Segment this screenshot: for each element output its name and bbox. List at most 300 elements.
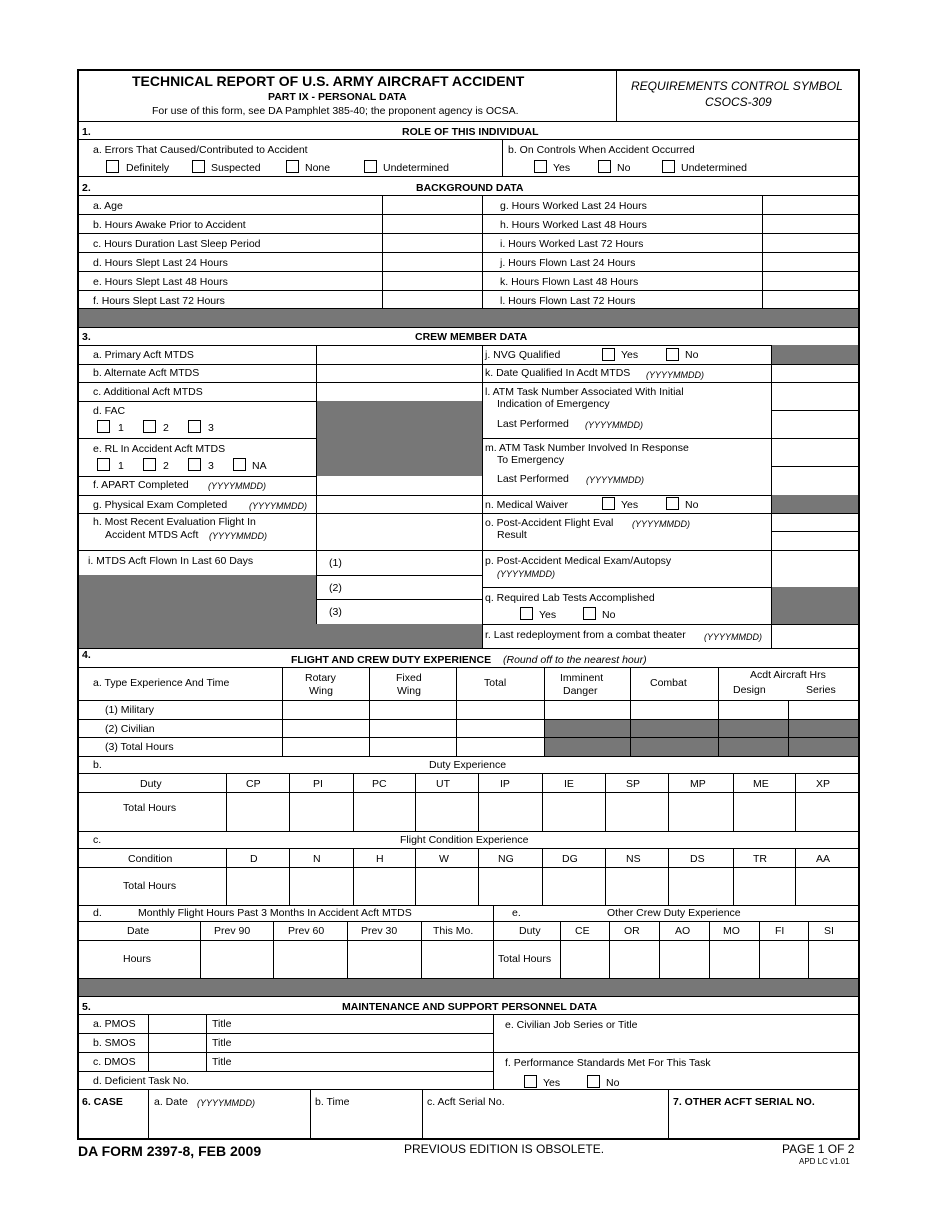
type-exp-input-1-2[interactable]	[369, 719, 456, 737]
errors-suspected-label: Suspected	[211, 162, 261, 174]
atm-response-last-input[interactable]	[771, 466, 858, 495]
atm-initial-last-label: Last Performed	[497, 418, 569, 430]
mos-title-1: Title	[212, 1037, 232, 1049]
background-left-5: f. Hours Slept Last 72 Hours	[93, 295, 225, 307]
section-2-number: 2.	[82, 182, 91, 194]
mtds-60-label: i. MTDS Acft Flown In Last 60 Days	[88, 555, 254, 567]
deficient-task-label: d. Deficient Task No.	[93, 1075, 190, 1087]
rl-label: e. RL In Accident Acft MTDS	[93, 443, 226, 455]
eval-flight-label-1: h. Most Recent Evaluation Flight In	[93, 516, 256, 528]
post-eval-fmt: (YYYYMMDD)	[632, 519, 690, 529]
atm-response-input[interactable]	[771, 438, 858, 466]
background-left-value-2[interactable]	[382, 233, 482, 252]
controls-no-label: No	[617, 162, 631, 174]
type-exp-input-0-7[interactable]	[788, 700, 858, 719]
rl-2-checkbox[interactable]	[143, 458, 156, 471]
perf-yes-checkbox[interactable]	[524, 1075, 537, 1088]
col-combat: Combat	[650, 677, 687, 689]
rcs-label: REQUIREMENTS CONTROL SYMBOL	[631, 79, 843, 93]
duty-hdr-8: MP	[690, 778, 706, 790]
cond-input-8[interactable]	[668, 867, 733, 905]
mos-row-2: c. DMOS	[93, 1056, 136, 1068]
fac-label: d. FAC	[93, 405, 126, 417]
mos-row-0: a. PMOS	[93, 1018, 136, 1030]
rcs-value: CSOCS-309	[705, 95, 772, 109]
mos-input-0[interactable]	[148, 1014, 206, 1033]
post-medical-fmt: (YYYYMMDD)	[497, 569, 555, 579]
col-fixed-2: Wing	[397, 685, 421, 697]
atm-initial-label-2: Indication of Emergency	[497, 398, 610, 410]
case-date-label: a. Date	[154, 1096, 188, 1108]
other-duty-input-4[interactable]	[709, 940, 759, 978]
date-qualified-label: k. Date Qualified In Acdt MTDS	[485, 367, 631, 379]
eval-flight-input[interactable]	[316, 513, 482, 550]
rule-h	[79, 176, 858, 177]
shaded-cell	[545, 738, 630, 756]
rule-h	[79, 905, 858, 906]
controls-no-checkbox[interactable]	[598, 160, 611, 173]
monthly-hdr-0: Date	[127, 925, 150, 937]
controls-yes-checkbox[interactable]	[534, 160, 547, 173]
atm-initial-input[interactable]	[771, 382, 858, 410]
lab-yes-checkbox[interactable]	[520, 607, 533, 620]
rule-v	[616, 71, 617, 121]
duty-input-7[interactable]	[605, 792, 668, 831]
background-left-4: e. Hours Slept Last 48 Hours	[93, 276, 228, 288]
nvg-no-checkbox[interactable]	[666, 348, 679, 361]
monthly-letter: d.	[93, 907, 102, 919]
redeploy-fmt: (YYYYMMDD)	[704, 632, 762, 642]
fac-3-label: 3	[208, 422, 214, 434]
section-2-title: BACKGROUND DATA	[416, 182, 524, 194]
rl-na-checkbox[interactable]	[233, 458, 246, 471]
atm-response-last-fmt: (YYYYMMDD)	[586, 475, 644, 485]
cond-hdr-4: W	[439, 853, 449, 865]
mos-title-2: Title	[212, 1056, 232, 1068]
post-eval-result-input[interactable]	[771, 531, 858, 550]
duty-hdr-4: UT	[436, 778, 450, 790]
primary-acft-input[interactable]	[316, 345, 482, 364]
lab-no-checkbox[interactable]	[583, 607, 596, 620]
section-1-number: 1.	[82, 126, 91, 138]
background-right-value-1[interactable]	[762, 214, 858, 233]
section-5-title: MAINTENANCE AND SUPPORT PERSONNEL DATA	[342, 1001, 598, 1013]
controls-undetermined-label: Undetermined	[681, 162, 747, 174]
rule-v	[502, 139, 503, 176]
duty-hdr-0: Duty	[140, 778, 162, 790]
col-acdt-hrs: Acdt Aircraft Hrs	[750, 669, 826, 681]
duty-input-9[interactable]	[733, 792, 795, 831]
shaded-cell	[631, 720, 718, 737]
other-duty-input-1[interactable]	[560, 940, 609, 978]
other-duty-letter: e.	[512, 907, 521, 919]
duty-hdr-5: IP	[500, 778, 510, 790]
type-exp-row-0: (1) Military	[105, 704, 154, 716]
page-number: PAGE 1 OF 2	[782, 1142, 855, 1156]
type-exp-input-0-6[interactable]	[718, 700, 788, 719]
col-design: Design	[733, 684, 766, 696]
rule-v	[762, 195, 763, 308]
background-left-1: b. Hours Awake Prior to Accident	[93, 219, 246, 231]
rule-h	[79, 831, 858, 832]
shaded-cell	[316, 438, 482, 476]
form-title: TECHNICAL REPORT OF U.S. ARMY AIRCRAFT ACCIDENT	[132, 73, 525, 89]
duty-hdr-7: SP	[626, 778, 641, 790]
rule-v	[148, 1014, 149, 1071]
background-right-2: i. Hours Worked Last 72 Hours	[500, 238, 644, 250]
background-right-value-4[interactable]	[762, 271, 858, 290]
background-left-value-4[interactable]	[382, 271, 482, 290]
controls-yes-label: Yes	[553, 162, 571, 174]
other-duty-input-6[interactable]	[808, 940, 858, 978]
rule-h	[79, 848, 858, 849]
civilian-job-input[interactable]	[505, 1033, 858, 1052]
date-qualified-fmt: (YYYYMMDD)	[646, 370, 704, 380]
background-right-value-2[interactable]	[762, 233, 858, 252]
mtds-60-input-1[interactable]	[340, 550, 482, 575]
rule-v	[482, 345, 483, 648]
physical-input[interactable]	[316, 495, 482, 513]
mos-title-input-0[interactable]	[240, 1014, 493, 1033]
alternate-acft-input[interactable]	[316, 364, 482, 382]
col-imminent-2: Danger	[563, 685, 598, 697]
duty-input-10[interactable]	[795, 792, 858, 831]
type-exp-input-2-2[interactable]	[369, 737, 456, 756]
cond-input-3[interactable]	[353, 867, 415, 905]
rule-h	[79, 921, 858, 922]
controls-undetermined-checkbox[interactable]	[662, 160, 675, 173]
date-qualified-input[interactable]	[771, 364, 858, 382]
atm-response-label-2: To Emergency	[497, 454, 565, 466]
duty-input-2[interactable]	[289, 792, 353, 831]
background-right-value-0[interactable]	[762, 195, 858, 214]
errors-none-checkbox[interactable]	[286, 160, 299, 173]
other-duty-hdr-2: OR	[624, 925, 640, 937]
duty-input-4[interactable]	[415, 792, 478, 831]
cond-exp-letter: c.	[93, 834, 102, 846]
mtds-60-opt-1: (1)	[329, 557, 342, 569]
other-duty-hdr-3: AO	[675, 925, 691, 937]
background-left-value-1[interactable]	[382, 214, 482, 233]
rl-1-checkbox[interactable]	[97, 458, 110, 471]
errors-none-label: None	[305, 162, 331, 174]
cond-input-4[interactable]	[415, 867, 478, 905]
case-label: 6. CASE	[82, 1096, 123, 1108]
nvg-yes-label: Yes	[621, 349, 639, 361]
monthly-input-2[interactable]	[273, 940, 347, 978]
other-duty-hdr-6: SI	[824, 925, 834, 937]
lab-no-label: No	[602, 609, 616, 621]
rule-h	[79, 667, 858, 668]
type-exp-input-1-1[interactable]	[282, 719, 369, 737]
errors-undetermined-checkbox[interactable]	[364, 160, 377, 173]
duty-hdr-10: XP	[816, 778, 831, 790]
rule-v	[206, 1014, 207, 1071]
col-rotary: Rotary	[305, 672, 336, 684]
background-left-0: a. Age	[93, 200, 123, 212]
atm-response-last-label: Last Performed	[497, 473, 569, 485]
monthly-input-1[interactable]	[200, 940, 273, 978]
post-medical-label: p. Post-Accident Medical Exam/Autopsy	[485, 555, 672, 567]
rule-h	[493, 1052, 858, 1053]
shaded-cell	[79, 309, 858, 327]
redeploy-label: r. Last redeployment from a combat theater	[485, 629, 686, 641]
other-duty-hdr-5: FI	[775, 925, 785, 937]
cond-hdr-3: H	[376, 853, 384, 865]
duty-total-label: Total Hours	[123, 802, 177, 814]
other-duty-hdr-0: Duty	[519, 925, 541, 937]
errors-label: a. Errors That Caused/Contributed to Accident	[93, 144, 308, 156]
version-label: APD LC v1.01	[799, 1157, 850, 1166]
rule-h	[79, 648, 858, 649]
monthly-input-4[interactable]	[421, 940, 493, 978]
cond-input-2[interactable]	[289, 867, 353, 905]
monthly-title: Monthly Flight Hours Past 3 Months In Accident Acft MTDS	[138, 907, 412, 919]
section-4-title-note: (Round off to the nearest hour)	[503, 654, 647, 666]
waiver-label: n. Medical Waiver	[485, 499, 569, 511]
section-5-number: 5.	[82, 1001, 91, 1013]
section-1-title: ROLE OF THIS INDIVIDUAL	[402, 126, 539, 138]
duty-input-3[interactable]	[353, 792, 415, 831]
redeploy-input[interactable]	[771, 624, 858, 648]
case-serial-input[interactable]	[422, 1108, 668, 1138]
type-exp-input-1-3[interactable]	[456, 719, 544, 737]
cond-hdr-8: DS	[690, 853, 705, 865]
type-exp-row-1: (2) Civilian	[105, 723, 155, 735]
shaded-cell	[545, 720, 630, 737]
rl-na-label: NA	[252, 460, 267, 472]
atm-response-label-1: m. ATM Task Number Involved In Response	[485, 442, 689, 454]
other-serial-label: 7. OTHER ACFT SERIAL NO.	[673, 1096, 815, 1108]
background-right-3: j. Hours Flown Last 24 Hours	[500, 257, 636, 269]
background-right-0: g. Hours Worked Last 24 Hours	[500, 200, 647, 212]
rule-h	[79, 1089, 858, 1090]
type-exp-input-2-3[interactable]	[456, 737, 544, 756]
shaded-cell	[789, 720, 858, 737]
additional-acft-input[interactable]	[316, 382, 482, 401]
fac-3-checkbox[interactable]	[188, 420, 201, 433]
type-exp-input-0-5[interactable]	[630, 700, 718, 719]
section-4-number: 4.	[82, 649, 91, 661]
part-title: PART IX - PERSONAL DATA	[268, 91, 407, 103]
monthly-hours-label: Hours	[123, 953, 152, 965]
obsolete-note: PREVIOUS EDITION IS OBSOLETE.	[404, 1142, 605, 1156]
waiver-no-label: No	[685, 499, 699, 511]
cond-hdr-6: DG	[562, 853, 578, 865]
case-date-fmt: (YYYYMMDD)	[197, 1098, 255, 1108]
monthly-hdr-4: This Mo.	[433, 925, 474, 937]
mos-input-2[interactable]	[148, 1052, 206, 1071]
controls-label: b. On Controls When Accident Occurred	[508, 144, 695, 156]
duty-input-5[interactable]	[478, 792, 542, 831]
cond-hdr-0: Condition	[128, 853, 173, 865]
background-left-value-3[interactable]	[382, 252, 482, 271]
background-right-value-3[interactable]	[762, 252, 858, 271]
duty-exp-letter: b.	[93, 759, 102, 771]
type-exp-input-0-3[interactable]	[456, 700, 544, 719]
duty-hdr-9: ME	[753, 778, 769, 790]
waiver-yes-label: Yes	[621, 499, 639, 511]
mtds-60-input-3[interactable]	[340, 599, 482, 624]
atm-initial-last-input[interactable]	[771, 410, 858, 438]
monthly-input-3[interactable]	[347, 940, 421, 978]
waiver-no-checkbox[interactable]	[666, 497, 679, 510]
cond-hdr-7: NS	[626, 853, 641, 865]
case-time-label: b. Time	[315, 1096, 350, 1108]
background-right-value-5[interactable]	[762, 290, 858, 308]
cond-hdr-1: D	[250, 853, 258, 865]
rl-3-label: 3	[208, 460, 214, 472]
physical-label: g. Physical Exam Completed	[93, 499, 228, 511]
duty-input-6[interactable]	[542, 792, 605, 831]
shaded-cell	[789, 738, 858, 756]
post-eval-input[interactable]	[771, 513, 858, 531]
shaded-cell	[316, 401, 482, 438]
cond-input-1[interactable]	[226, 867, 289, 905]
monthly-hdr-3: Prev 30	[361, 925, 398, 937]
primary-acft-label: a. Primary Acft MTDS	[93, 349, 194, 361]
background-right-4: k. Hours Flown Last 48 Hours	[500, 276, 639, 288]
nvg-no-label: No	[685, 349, 699, 361]
errors-undetermined-label: Undetermined	[383, 162, 449, 174]
post-eval-label: o. Post-Accident Flight Eval	[485, 517, 614, 529]
additional-acft-label: c. Additional Acft MTDS	[93, 386, 203, 398]
background-right-1: h. Hours Worked Last 48 Hours	[500, 219, 647, 231]
mtds-60-opt-2: (2)	[329, 582, 342, 594]
shaded-cell	[719, 720, 788, 737]
mtds-60-opt-3: (3)	[329, 606, 342, 618]
background-left-value-5[interactable]	[382, 290, 482, 308]
cond-hdr-2: N	[313, 853, 321, 865]
cond-total-label: Total Hours	[123, 880, 177, 892]
section-4-title: FLIGHT AND CREW DUTY EXPERIENCE	[291, 654, 492, 666]
background-left-value-0[interactable]	[382, 195, 482, 214]
fac-2-checkbox[interactable]	[143, 420, 156, 433]
perf-no-label: No	[606, 1077, 620, 1089]
accident-report-form	[77, 69, 860, 1140]
cond-hdr-9: TR	[753, 853, 767, 865]
other-duty-input-2[interactable]	[609, 940, 659, 978]
deficient-task-input[interactable]	[200, 1071, 493, 1089]
case-time-input[interactable]	[310, 1108, 422, 1138]
mos-title-input-1[interactable]	[240, 1033, 493, 1052]
fac-1-checkbox[interactable]	[97, 420, 110, 433]
col-series: Series	[806, 684, 836, 696]
type-exp-input-0-2[interactable]	[369, 700, 456, 719]
eval-date-fmt: (YYYYMMDD)	[209, 531, 267, 541]
nvg-yes-checkbox[interactable]	[602, 348, 615, 361]
other-duty-total-label: Total Hours	[498, 953, 552, 965]
duty-input-8[interactable]	[668, 792, 733, 831]
duty-hdr-2: PI	[313, 778, 323, 790]
rule-h	[79, 996, 858, 997]
duty-input-1[interactable]	[226, 792, 289, 831]
lab-yes-label: Yes	[539, 609, 557, 621]
cond-input-9[interactable]	[733, 867, 795, 905]
duty-hdr-3: PC	[372, 778, 387, 790]
case-serial-label: c. Acft Serial No.	[427, 1096, 505, 1108]
rule-v	[482, 195, 483, 308]
perf-no-checkbox[interactable]	[587, 1075, 600, 1088]
background-left-3: d. Hours Slept Last 24 Hours	[93, 257, 228, 269]
alternate-acft-label: b. Alternate Acft MTDS	[93, 367, 200, 379]
errors-definitely-label: Definitely	[126, 162, 170, 174]
physical-date-fmt: (YYYYMMDD)	[249, 501, 307, 511]
civilian-job-label: e. Civilian Job Series or Title	[505, 1019, 638, 1031]
rule-h	[79, 327, 858, 328]
shaded-cell	[79, 624, 482, 648]
cond-input-5[interactable]	[478, 867, 542, 905]
shaded-cell	[771, 587, 858, 624]
rule-h	[79, 476, 316, 477]
type-exp-input-0-1[interactable]	[282, 700, 369, 719]
duty-hdr-6: IE	[564, 778, 574, 790]
duty-exp-title: Duty Experience	[429, 759, 507, 771]
col-total: Total	[484, 677, 507, 689]
section-3-number: 3.	[82, 331, 91, 343]
waiver-yes-checkbox[interactable]	[602, 497, 615, 510]
rule-v	[382, 195, 383, 308]
monthly-hdr-2: Prev 60	[288, 925, 325, 937]
eval-flight-label-2: Accident MTDS Acft	[105, 529, 199, 541]
type-exp-label: a. Type Experience And Time	[93, 677, 230, 689]
apart-date-fmt: (YYYYMMDD)	[208, 481, 266, 491]
rl-2-label: 2	[163, 460, 169, 472]
apart-label: f. APART Completed	[93, 479, 189, 491]
mos-title-input-2[interactable]	[240, 1052, 493, 1071]
type-exp-input-0-4[interactable]	[544, 700, 630, 719]
rl-3-checkbox[interactable]	[188, 458, 201, 471]
duty-hdr-1: CP	[246, 778, 261, 790]
other-duty-input-5[interactable]	[759, 940, 808, 978]
perf-yes-label: Yes	[543, 1077, 561, 1089]
shaded-cell	[631, 738, 718, 756]
rule-v	[493, 905, 494, 978]
other-duty-hdr-1: CE	[575, 925, 590, 937]
mos-input-1[interactable]	[148, 1033, 206, 1052]
usage-note: For use of this form, see DA Pamphlet 385-40; the proponent agency is OCSA.	[152, 105, 519, 117]
cond-input-7[interactable]	[605, 867, 668, 905]
perf-std-label: f. Performance Standards Met For This Task	[505, 1057, 711, 1069]
background-right-5: l. Hours Flown Last 72 Hours	[500, 295, 636, 307]
errors-suspected-checkbox[interactable]	[192, 160, 205, 173]
cond-input-6[interactable]	[542, 867, 605, 905]
fac-1-label: 1	[118, 422, 124, 434]
mos-row-1: b. SMOS	[93, 1037, 136, 1049]
shaded-cell	[771, 495, 858, 513]
cond-exp-title: Flight Condition Experience	[400, 834, 529, 846]
shaded-cell	[79, 575, 316, 624]
type-exp-input-2-1[interactable]	[282, 737, 369, 756]
rule-h	[79, 121, 858, 122]
post-eval-result: Result	[497, 529, 527, 541]
cond-input-10[interactable]	[795, 867, 858, 905]
cond-hdr-5: NG	[498, 853, 514, 865]
lab-tests-label: q. Required Lab Tests Accomplished	[485, 592, 655, 604]
case-date-input[interactable]	[148, 1108, 310, 1138]
other-serial-input[interactable]	[668, 1108, 858, 1138]
monthly-hdr-1: Prev 90	[214, 925, 251, 937]
mtds-60-input-2[interactable]	[340, 575, 482, 599]
other-duty-input-3[interactable]	[659, 940, 709, 978]
post-medical-input[interactable]	[771, 550, 858, 587]
cond-hdr-10: AA	[816, 853, 831, 865]
nvg-label: j. NVG Qualified	[485, 349, 561, 361]
errors-definitely-checkbox[interactable]	[106, 160, 119, 173]
mos-title-0: Title	[212, 1018, 232, 1030]
other-duty-hdr-4: MO	[723, 925, 740, 937]
rule-h	[79, 756, 858, 757]
